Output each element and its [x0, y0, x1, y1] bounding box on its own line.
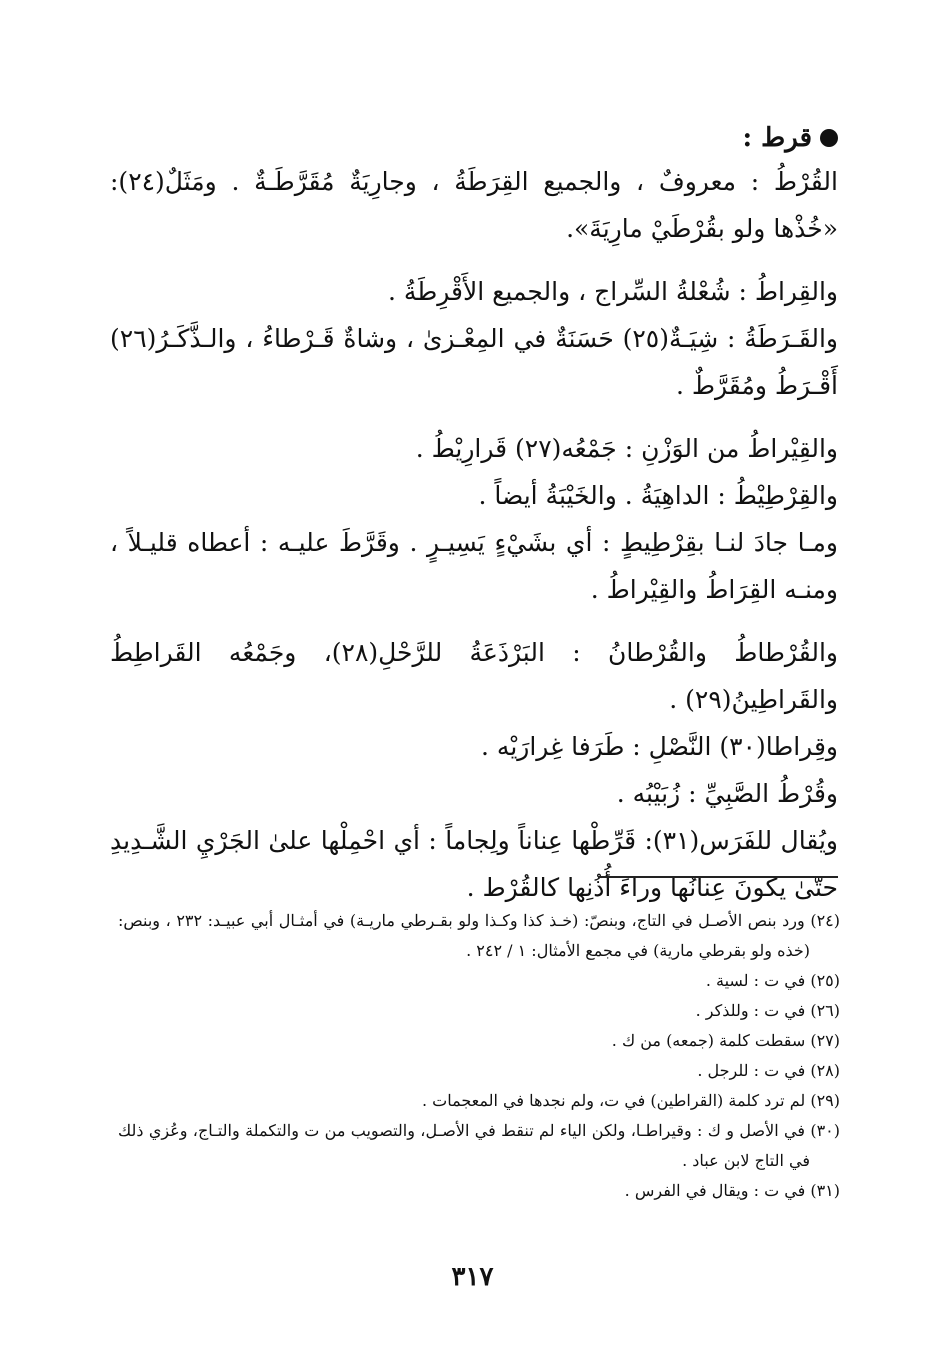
- entry-paragraph: والقِراطُ : شُعْلةُ السِّراج ، والجميع الأَقْرِطَةُ .: [388, 277, 838, 306]
- entry-paragraph: ومـا جادَ لنـا بقِرْطِيطٍ : أي بشَيْءٍ يَسِيـرٍ . وقَرَّطَ عليـه : أعطاه قليـلاً ، ومنـه القِرَاطُ والقِيْراطُ .: [110, 528, 838, 604]
- entry-paragraph: والقِرْطِيْطُ : الداهِيَةُ . والخَيْبَةُ أيضاً .: [478, 481, 838, 510]
- page-number: ٣١٧: [451, 1262, 494, 1292]
- footnote-divider: [598, 876, 838, 878]
- entry-paragraph: ويُقال للفَرَس(٣١): قَرِّطْها عِناناً ولِجاماً : أي احْمِلْها علىٰ الجَرْيِ الشَّـدِيدِ حتّىٰ يكونَ عِنانُها وراءَ أُذُنِها كالقُرْط .: [110, 826, 838, 902]
- footnote: (٢٩) لم ترد كلمة (القراطين) في ت، ولم نجدها في المعجمات .: [421, 1091, 840, 1110]
- entry-paragraph: والقُرْطاطُ والقُرْطانُ : البَرْذَعَةُ للرَّحْلِ(٢٨)، وجَمْعُه القَراطِطُ والقَراطِينُ(٢٩) .: [110, 638, 838, 714]
- footnote: (٢٨) في ت : للرجل .: [697, 1061, 840, 1080]
- footnote: (٣٠) في الأصل و ك : وقيراطـا، ولكن الياء لم تنقط في الأصـل، والتصويب من ت والتكملة والتـاج، وعُزي ذلك في التاج لابن عباد .: [118, 1121, 840, 1170]
- entry-paragraph: القُرْطُ : معروفٌ ، والجميع القِرَطَةُ ، وجارِيَةٌ مُقَرَّطَـةٌ . ومَثَلٌ(٢٤): «خُذْها ولو بقُرْطَيْ مارِيَةَ».: [110, 167, 838, 243]
- footnote: (٢٦) في ت : وللذكر .: [695, 1001, 840, 1020]
- entry-body: [110, 118, 838, 911]
- headword-text: قرط :: [742, 123, 812, 153]
- bullet-icon: [820, 129, 838, 147]
- entry-headword: [110, 118, 838, 158]
- footnotes: [118, 906, 840, 1206]
- entry-paragraph: وقُرْطُ الصَّبِيِّ : زُبَيْبُه .: [616, 779, 838, 808]
- entry-paragraph: والقَـرَطَةُ : شِيَـةٌ(٢٥) حَسَنَةٌ في المِعْـزىٰ ، وشاةٌ قَـرْطاءُ ، والـذَّكَـرُ(٢٦) أَقْـرَطُ ومُقَرَّطٌ .: [110, 324, 838, 400]
- footnote: (٢٤) ورد بنص الأصـل في التاج، وبنصّ: (خـذ كذا وكـذا ولو بقـرطي ماريـة) في أمثـال أبي عبيـد: ٢٣٢ ، وبنص: (خذه ولو بقرطي مارية) في مجمع الأمثال: ١ / ٢٤٢ .: [118, 911, 840, 960]
- footnote: (٣١) في ت : ويقال في الفرس .: [624, 1181, 840, 1200]
- entry-paragraph: والقِيْراطُ من الوَزْنِ : جَمْعُه(٢٧) قَرارِيْطُ .: [415, 434, 838, 463]
- entry-paragraph: وقِراطا(٣٠) النَّصْلِ : طَرَفا غِرارَيْه .: [481, 732, 838, 761]
- footnote: (٢٥) في ت : لسية .: [705, 971, 840, 990]
- footnote: (٢٧) سقطت كلمة (جمعه) من ك .: [611, 1031, 840, 1050]
